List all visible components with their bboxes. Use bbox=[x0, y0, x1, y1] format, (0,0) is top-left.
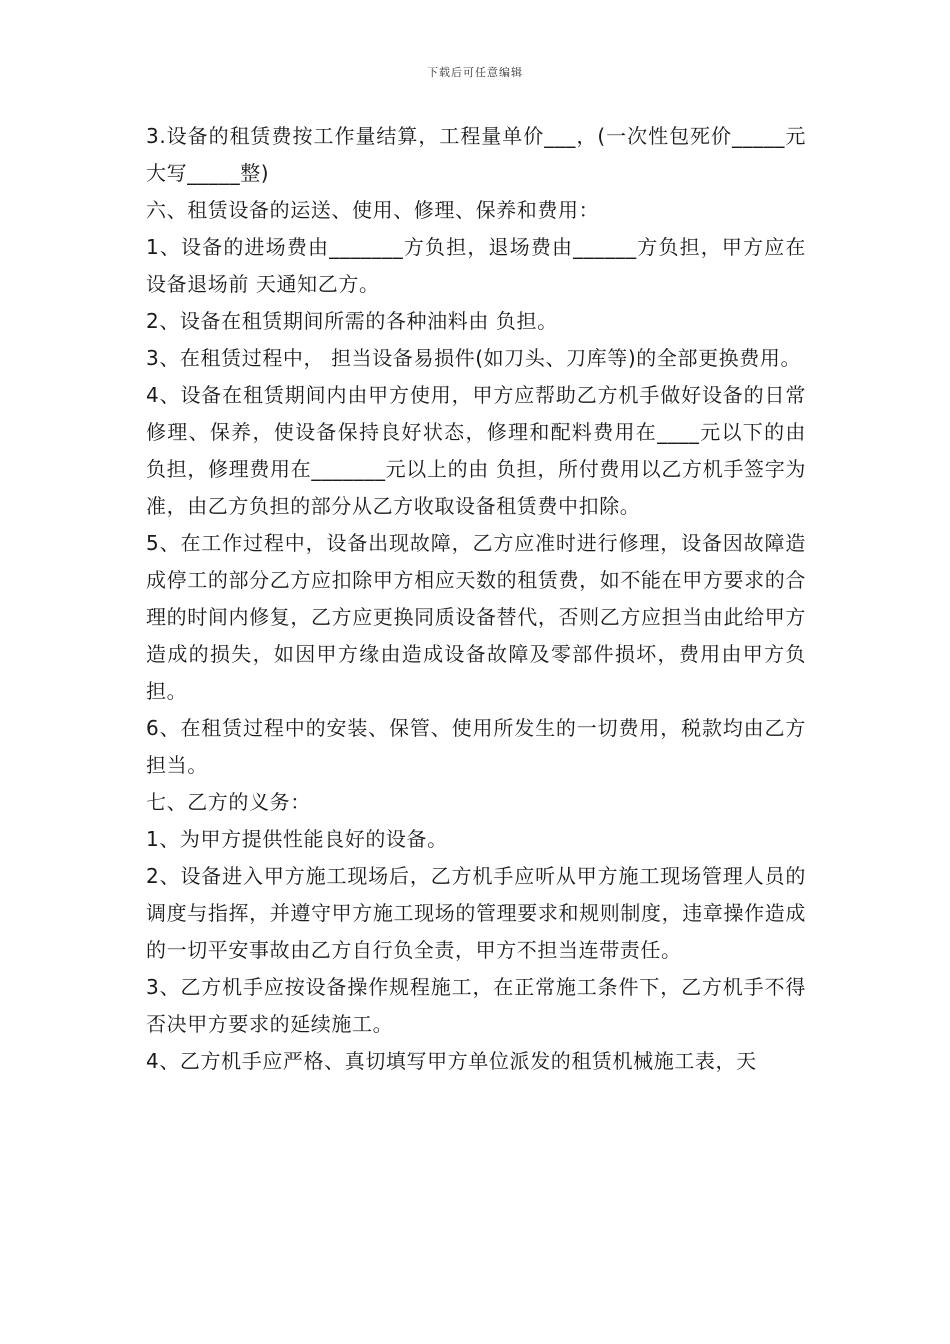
paragraph: 5、在工作过程中，设备出现故障，乙方应准时进行修理，设备因故障造成停工的部分乙方应扣除甲方相应天数的租赁费，如不能在甲方要求的合理的时间内修复，乙方应更换同质设备替代，否则乙方应担当由此给甲方造成的损失，如因甲方缘由造成设备故障及零部件损坏，费用由甲方负担。 bbox=[146, 531, 806, 703]
paragraph: 3、乙方机手应按设备操作规程施工，在正常施工条件下，乙方机手不得否决甲方要求的延续施工。 bbox=[146, 975, 806, 1036]
paragraph: 3、在租赁过程中， 担当设备易损件(如刀头、刀库等)的全部更换费用。 bbox=[146, 346, 802, 370]
paragraph: 1、设备的进场费由_______方负担，退场费由______方负担，甲方应在设备退场前 天通知乙方。 bbox=[146, 235, 806, 296]
section-heading: 六、租赁设备的运送、使用、修理、保养和费用： bbox=[146, 198, 600, 222]
section-heading: 七、乙方的义务： bbox=[146, 790, 311, 814]
paragraph: 3.设备的租赁费按工作量结算，工程量单价___，(一次性包死价_____元大写_____整) bbox=[146, 124, 806, 185]
paragraph: 4、设备在租赁期间内由甲方使用，甲方应帮助乙方机手做好设备的日常修理、保养，使设备保持良好状态，修理和配料费用在____元以下的由 负担，修理费用在_______元以上的由 负担，所付费用以乙方机手签字为准，由乙方负担的部分从乙方收取设备租赁费中扣除。 bbox=[146, 383, 806, 518]
paragraph: 6、在租赁过程中的安装、保管、使用所发生的一切费用，税款均由乙方担当。 bbox=[146, 716, 806, 777]
paragraph: 2、设备进入甲方施工现场后，乙方机手应听从甲方施工现场管理人员的调度与指挥，并遵守甲方施工现场的管理要求和规则制度，违章操作造成的一切平安事故由乙方自行负全责，甲方不担当连带责任。 bbox=[146, 864, 806, 962]
paragraph: 4、乙方机手应严格、真切填写甲方单位派发的租赁机械施工表，天 bbox=[146, 1049, 757, 1073]
paragraph: 1、为甲方提供性能良好的设备。 bbox=[146, 827, 448, 851]
document-body bbox=[146, 118, 806, 1080]
header-note: 下载后可任意编辑 bbox=[427, 66, 523, 79]
paragraph: 2、设备在租赁期间所需的各种油料由 负担。 bbox=[146, 309, 558, 333]
